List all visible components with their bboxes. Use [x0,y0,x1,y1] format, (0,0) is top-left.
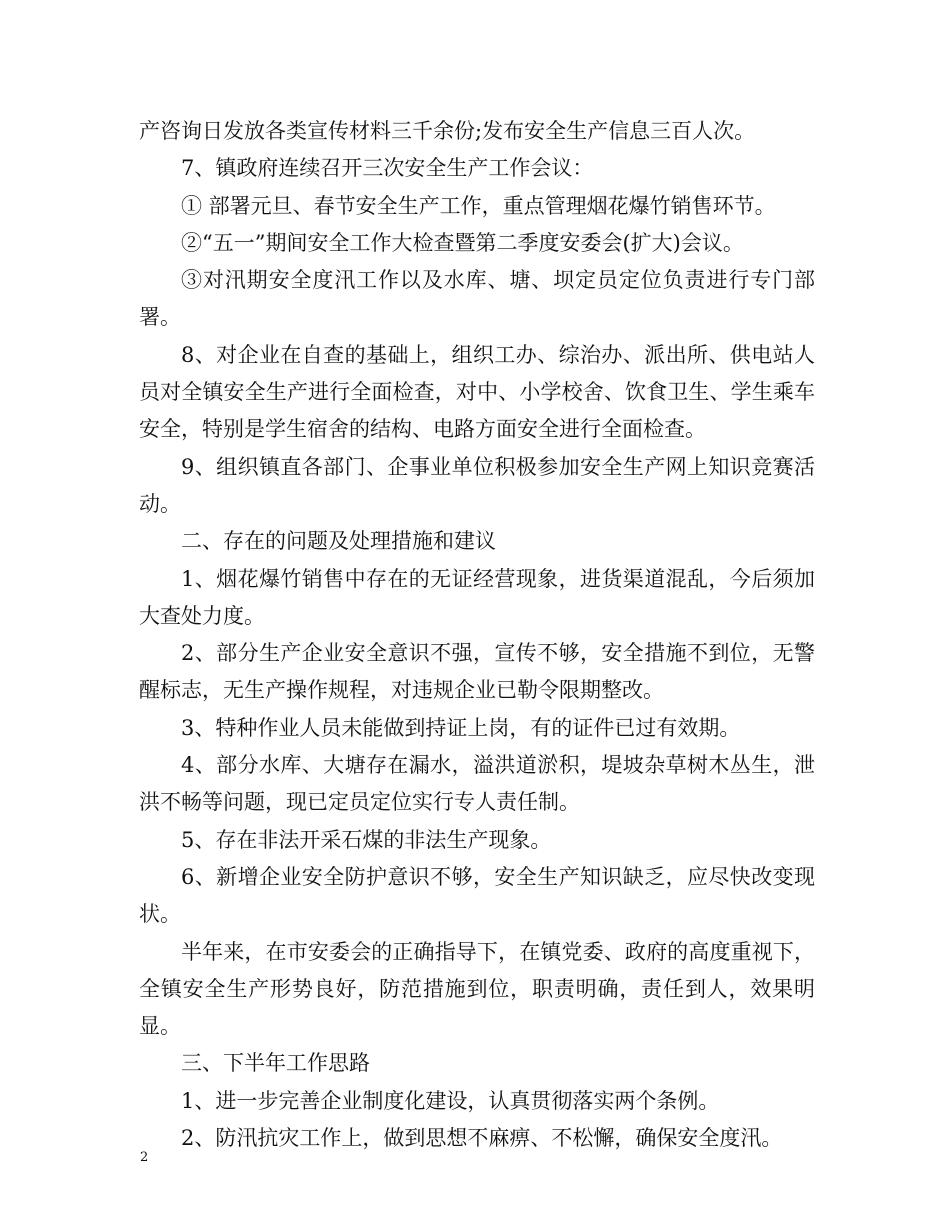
paragraph: 2、部分生产企业安全意识不强，宣传不够，安全措施不到位，无警醒标志，无生产操作规程，对违规企业已勒令限期整改。 [139,641,815,703]
body-text [139,113,815,1157]
paragraph: 1、进一步完善企业制度化建设，认真贯彻落实两个条例。 [181,1088,720,1113]
paragraph: 1、烟花爆竹销售中存在的无证经营现象，进货渠道混乱，今后须加大查处力度。 [139,566,815,628]
paragraph: 7、镇政府连续召开三次安全生产工作会议： [181,156,594,181]
paragraph: 9、组织镇直各部门、企事业单位积极参加安全生产网上知识竞赛活动。 [139,454,815,516]
paragraph: 2、防汛抗灾工作上，做到思想不麻痹、不松懈，确保安全度汛。 [181,1126,783,1151]
paragraph: 半年来，在市安委会的正确指导下，在镇党委、政府的高度重视下，全镇安全生产形势良好，防范措施到位，职责明确，责任到人，效果明显。 [139,939,815,1039]
paragraph: 6、新增企业安全防护意识不够，安全生产知识缺乏，应尽快改变现状。 [139,864,815,927]
paragraph: 8、对企业在自查的基础上，组织工办、综治办、派出所、供电站人员对全镇安全生产进行全面检查，对中、小学校舍、饮食卫生、学生乘车安全，特别是学生宿舍的结构、电路方面安全进行全面检查。 [139,342,815,442]
section-heading: 二、存在的问题及处理措施和建议 [181,529,496,554]
paragraph: ②“五一”期间安全工作大检查暨第二季度安委会(扩大)会议。 [181,230,744,255]
paragraph: 4、部分水库、大塘存在漏水，溢洪道淤积，堤坡杂草树木丛生，泄洪不畅等问题，现已定员定位实行专人责任制。 [139,753,815,815]
paragraph: ① 部署元旦、春节安全生产工作，重点管理烟花爆竹销售环节。 [181,193,776,218]
paragraph: 3、特种作业人员未能做到持证上岗，有的证件已过有效期。 [181,715,741,740]
page-number: 2 [140,1150,149,1165]
paragraph: 产咨询日发放各类宣传材料三千余份;发布安全生产信息三百人次。 [139,119,756,143]
paragraph: ③对汛期安全度汛工作以及水库、塘、坝定员定位负责进行专门部署。 [139,268,815,330]
paragraph: 5、存在非法开采石煤的非法生产现象。 [181,827,552,852]
section-heading: 三、下半年工作思路 [181,1051,370,1076]
